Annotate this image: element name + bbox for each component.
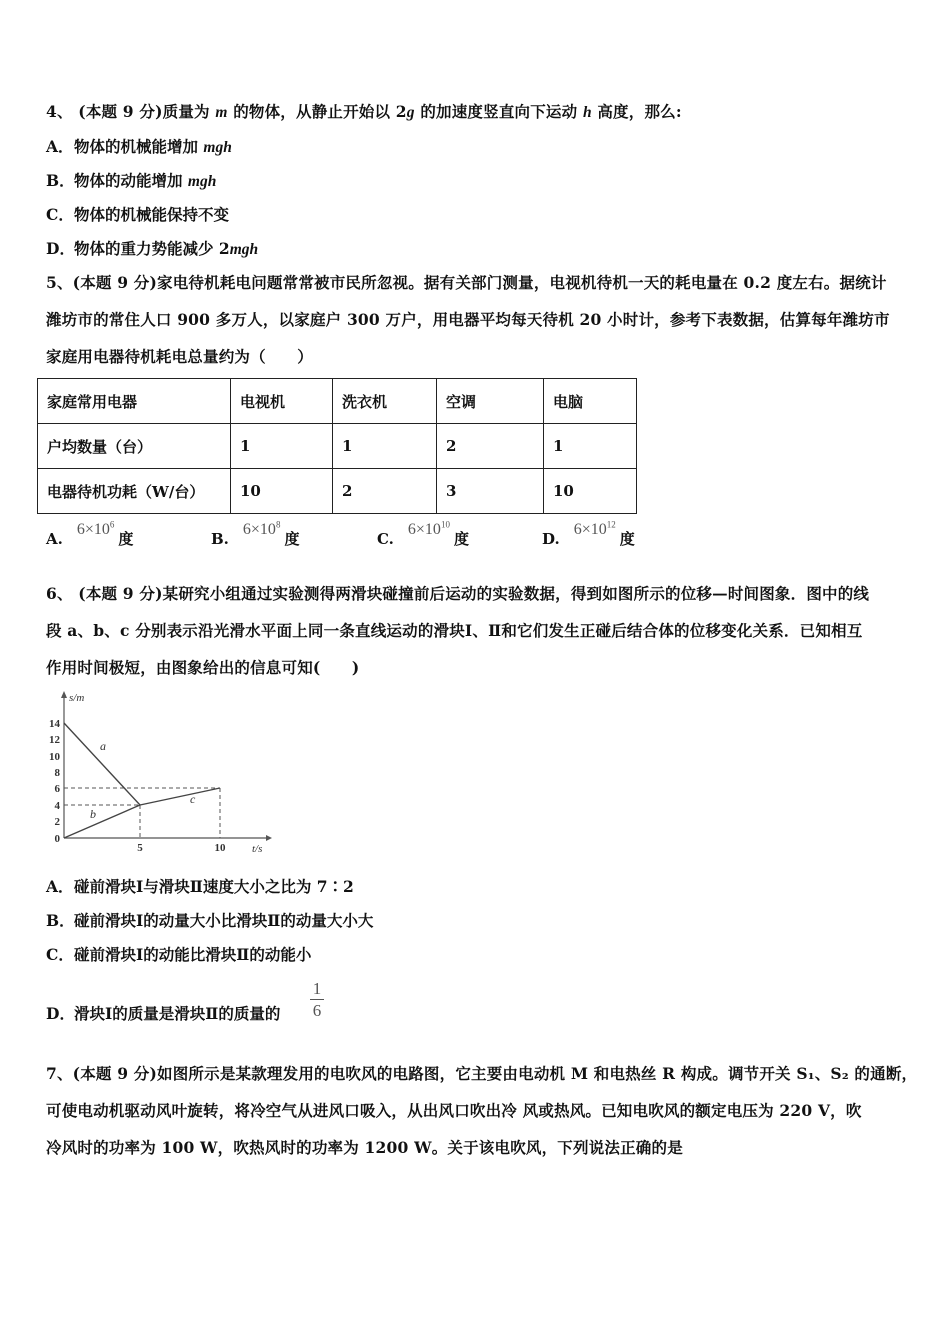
y-tick: 8 (54, 767, 60, 779)
expr-exponent: 8 (275, 519, 281, 530)
table-row (38, 424, 637, 469)
option-text: 碰前滑块Ⅰ与滑块Ⅱ速度大小之比为 7∶2 (74, 877, 354, 896)
expr-base: 6×10 (242, 521, 276, 538)
math-h: h (582, 104, 592, 121)
q4-stem-text: 的加速度竖直向下运动 (414, 102, 583, 121)
option-label: D． (46, 1004, 75, 1023)
choice-unit: 度 (284, 530, 300, 548)
expr-exponent: 12 (606, 519, 616, 530)
q6-option-b[interactable] (46, 911, 373, 931)
expr-exponent: 10 (440, 519, 450, 530)
table-cell: 电器待机功耗（W/台） (38, 469, 231, 514)
table-cell: 10 (544, 469, 637, 514)
x-axis-label: t/s (252, 843, 263, 855)
y-tick: 14 (49, 718, 60, 730)
expr-base: 6×10 (573, 521, 607, 538)
table-header-cell: 洗衣机 (333, 379, 437, 424)
fraction-numerator: 1 (310, 978, 324, 1000)
x-tick: 10 (214, 842, 226, 854)
q7-stem-line-1: 7、(本题 9 分)如图所示是某款理发用的电吹风的电路图，它主要由电动机 M 和电热丝 R 构成。调节开关 S₁、S₂ 的通断， (46, 1064, 918, 1083)
y-tick: 0 (54, 833, 60, 845)
fraction-denominator: 6 (312, 1001, 322, 1020)
q4-stem-text: 的物体，从静止开始以 2 (227, 102, 407, 121)
option-text: 物体的重力势能减少 2 (74, 239, 230, 258)
q6-option-c[interactable] (46, 945, 311, 965)
choice-label: C. (377, 530, 394, 548)
q5-stem-line-3: 家庭用电器待机耗电总量约为（ ） (46, 347, 313, 366)
option-label: B． (46, 171, 75, 190)
q6-option-d[interactable] (46, 1004, 280, 1024)
q6-option-a[interactable] (46, 877, 354, 897)
q5-stem-line-2: 潍坊市的常住人口 900 多万人，以家庭户 300 万户，用电器平均每天待机 20 小时计，参考下表数据，估算每年潍坊市 (46, 310, 890, 329)
q4-option-b[interactable] (46, 171, 216, 192)
table-cell: 3 (437, 469, 544, 514)
y-tick: 12 (49, 734, 60, 746)
expr-base: 6×10 (76, 521, 110, 538)
table-cell: 1 (231, 424, 333, 469)
line-c (140, 788, 220, 805)
fraction-one-sixth (310, 978, 324, 1021)
table-cell: 2 (333, 469, 437, 514)
choice-unit: 度 (453, 530, 469, 548)
table-header-cell: 电脑 (544, 379, 637, 424)
y-tick: 4 (54, 800, 60, 812)
q5-stem-line-1: 5、(本题 9 分)家电待机耗电问题常常被市民所忽视。据有关部门测量，电视机待机一天的耗电量在 0.2 度左右。据统计 (46, 273, 887, 292)
choice-expression (243, 521, 281, 538)
y-axis-label: s/m (69, 692, 85, 704)
q7-stem-line-3: 冷风时的功率为 100 W，吹热风时的功率为 1200 W。关于该电吹风，下列说法正确的是 (46, 1138, 683, 1157)
q6-stem-line-3: 作用时间极短，由图象给出的信息可知( ) (46, 658, 360, 677)
option-text: 滑块Ⅰ的质量是滑块Ⅱ的质量的 (74, 1004, 281, 1023)
q5-choice-d[interactable] (542, 519, 635, 549)
math-g: g (406, 104, 415, 121)
option-label: C． (46, 945, 74, 964)
x-axis-arrow-icon (266, 835, 272, 841)
line-label-a: a (100, 739, 106, 753)
q4-stem-text: 4、 (本题 9 分)质量为 (46, 102, 216, 121)
y-tick: 10 (49, 751, 60, 763)
expr-exponent: 6 (109, 519, 115, 530)
table-row (38, 469, 637, 514)
choice-expression (408, 521, 450, 538)
q5-choice-c[interactable] (377, 519, 469, 549)
y-axis-arrow-icon (61, 691, 67, 698)
q4-option-c[interactable] (46, 205, 229, 225)
q4-stem (46, 102, 682, 123)
expr-base: 6×10 (407, 521, 441, 538)
table-header-cell: 空调 (437, 379, 544, 424)
option-text: 物体的动能增加 (74, 171, 188, 190)
table-cell: 1 (333, 424, 437, 469)
q4-stem-text: 高度，那么: (591, 102, 682, 121)
option-text: 碰前滑块Ⅰ的动量大小比滑块Ⅱ的动量大小大 (74, 911, 374, 930)
q6-stem-line-2: 段 a、b、c 分别表示沿光滑水平面上同一条直线运动的滑块Ⅰ、Ⅱ和它们发生正碰后结合体的位移变化关系．已知相互 (46, 621, 863, 640)
option-math: mgh (203, 139, 232, 156)
x-tick: 5 (137, 842, 143, 854)
table-header-cell: 家庭常用电器 (38, 379, 231, 424)
line-b (64, 805, 140, 838)
choice-unit: 度 (118, 530, 134, 548)
table-header-cell: 电视机 (231, 379, 333, 424)
option-math: mgh (187, 173, 217, 190)
table-cell: 1 (544, 424, 637, 469)
q6-stem-line-1: 6、 (本题 9 分)某研究小组通过实验测得两滑块碰撞前后运动的实验数据，得到如图所示的位移—时间图象．图中的线 (46, 584, 870, 603)
line-label-c: c (190, 792, 196, 806)
appliance-table (37, 378, 637, 514)
table-header-row (38, 379, 637, 424)
table-cell: 2 (437, 424, 544, 469)
option-math: mgh (229, 241, 259, 258)
option-text: 物体的机械能保持不变 (74, 205, 230, 224)
displacement-time-graph (38, 688, 278, 856)
q4-option-a[interactable] (46, 137, 232, 158)
option-label: B． (46, 911, 75, 930)
option-label: C． (46, 205, 74, 224)
option-label: A． (46, 137, 74, 156)
y-tick: 6 (54, 783, 60, 795)
math-m: m (215, 104, 228, 121)
choice-label: B. (211, 530, 229, 548)
option-text: 物体的机械能增加 (74, 137, 204, 156)
q4-option-d[interactable] (46, 239, 258, 260)
option-text: 碰前滑块Ⅰ的动能比滑块Ⅱ的动能小 (74, 945, 312, 964)
line-a (64, 723, 140, 805)
option-label: A． (46, 877, 74, 896)
y-tick: 2 (54, 816, 60, 828)
choice-label: A. (46, 530, 63, 548)
q5-choice-b[interactable] (211, 519, 300, 549)
q7-stem-line-2: 可使电动机驱动风叶旋转，将冷空气从进风口吸入，从出风口吹出冷 风或热风。已知电吹风的额定电压为 220 V，吹 (46, 1101, 862, 1120)
table-cell: 户均数量（台） (38, 424, 231, 469)
choice-expression (574, 521, 616, 538)
table-cell: 10 (231, 469, 333, 514)
choice-label: D. (542, 530, 560, 548)
choice-unit: 度 (619, 530, 635, 548)
option-label: D． (46, 239, 75, 258)
line-label-b: b (90, 807, 96, 821)
choice-expression (77, 521, 115, 538)
q5-choice-a[interactable] (46, 519, 134, 549)
